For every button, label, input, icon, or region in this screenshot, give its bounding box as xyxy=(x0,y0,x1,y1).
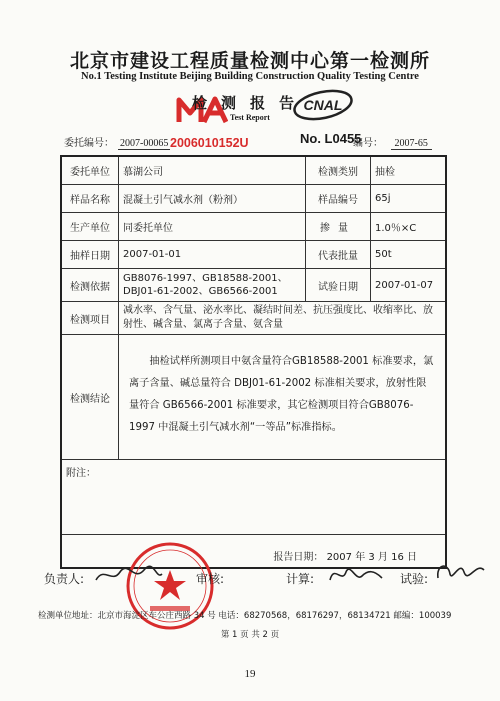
dosage-value: 1.0％×C xyxy=(371,213,447,241)
table-row xyxy=(61,241,446,269)
table-row xyxy=(61,269,446,302)
table-row xyxy=(61,156,446,185)
items-line-1: 减水率、含气量、泌水率比、凝结时间差、抗压强度比、收缩率比、放 xyxy=(123,305,433,316)
test-type-value: 抽检 xyxy=(371,156,447,185)
sampling-date-label: 抽样日期 xyxy=(61,241,119,269)
table-row xyxy=(61,185,446,213)
report-title-en: Test Report xyxy=(230,113,270,122)
basis-value xyxy=(119,269,306,302)
conclusion-paragraph: 抽检试样所测项目中氨含量符合GB18588-2001 标准要求，氯离子含量、碱总量符合 DBJ01-61-2002 标准相关要求，放射性限量符合 GB6566-2001 标准要求，其它检测项目符合GB8076-1997 中混凝土引气减水剂“一等品”标准指标。 xyxy=(129,356,434,433)
institute-title-cn: 北京市建设工程质量检测中心第一检测所 xyxy=(69,50,430,72)
institute-address: 检测单位地址：北京市海淀区车公庄西路 34 号 电话：68270568，68176297，68134721 邮编：100039 xyxy=(38,611,452,621)
conclusion-value xyxy=(119,335,447,460)
calc-label: 计算: xyxy=(286,572,315,586)
test-signature xyxy=(432,556,488,588)
basis-line-2: DBJ01-61-2002、GB6566-2001 xyxy=(123,286,278,297)
batch-label: 代表批量 xyxy=(306,241,371,269)
sampling-date-value: 2007-01-01 xyxy=(119,241,306,269)
producer-value: 同委托单位 xyxy=(119,213,306,241)
items-line-2: 射性、碱含量、氯离子含量、氨含量 xyxy=(123,319,283,330)
client-number-value: 2007-00065 xyxy=(120,138,169,149)
items-value xyxy=(119,302,447,335)
report-date: 报告日期： 2007 年 3 月 16 日 xyxy=(61,535,446,569)
stamped-serial-number: 2006010152U xyxy=(170,136,249,150)
cnal-logo xyxy=(291,88,355,122)
producer-label: 生产单位 xyxy=(61,213,119,241)
table-row xyxy=(61,302,446,335)
sample-name-value: 混凝土引气减水剂（粉剂） xyxy=(119,185,306,213)
test-date-label: 试验日期 xyxy=(306,269,371,302)
test-type-label: 检测类别 xyxy=(306,156,371,185)
table-row xyxy=(61,460,446,535)
basis-line-1: GB8076-1997、GB18588-2001、 xyxy=(123,273,288,284)
page-info: 第 1 页 共 2 页 xyxy=(220,630,280,640)
test-label: 试验: xyxy=(400,572,429,586)
table-row xyxy=(61,213,446,241)
responsible-label: 负责人: xyxy=(44,572,85,586)
notes-cell xyxy=(61,460,446,535)
page-number: 19 xyxy=(244,668,256,680)
client-number-label: 委托编号： xyxy=(64,138,114,149)
sample-number-value: 2007-65 xyxy=(391,138,432,150)
client-unit-value: 慕湖公司 xyxy=(119,156,306,185)
calc-signature xyxy=(326,560,386,588)
sample-code-value: 65j xyxy=(371,185,447,213)
sample-number-label: 编号： xyxy=(353,138,383,149)
dosage-label: 掺量 xyxy=(306,213,371,241)
report-title-cn: 检测报告 xyxy=(191,94,308,112)
institute-title-en: No.1 Testing Institute Beijing Building Construction Quality Testing Centre xyxy=(81,71,419,82)
items-label: 检测项目 xyxy=(61,302,119,335)
sample-number xyxy=(353,134,432,149)
conclusion-label: 检测结论 xyxy=(61,335,119,460)
client-number xyxy=(64,134,170,149)
report-table xyxy=(60,155,447,569)
sample-name-label: 样品名称 xyxy=(61,185,119,213)
svg-text:CNAL: CNAL xyxy=(303,97,343,113)
notes-label: 附注： xyxy=(66,468,96,479)
client-unit-label: 委托单位 xyxy=(61,156,119,185)
basis-label: 检测依据 xyxy=(61,269,119,302)
sample-code-label: 样品编号 xyxy=(306,185,371,213)
responsible-signature xyxy=(94,562,164,588)
batch-value: 50t xyxy=(371,241,447,269)
report-number: No. L0455 xyxy=(300,131,362,146)
table-row xyxy=(61,335,446,460)
review-label: 审核: xyxy=(196,572,225,586)
test-date-value: 2007-01-07 xyxy=(371,269,447,302)
